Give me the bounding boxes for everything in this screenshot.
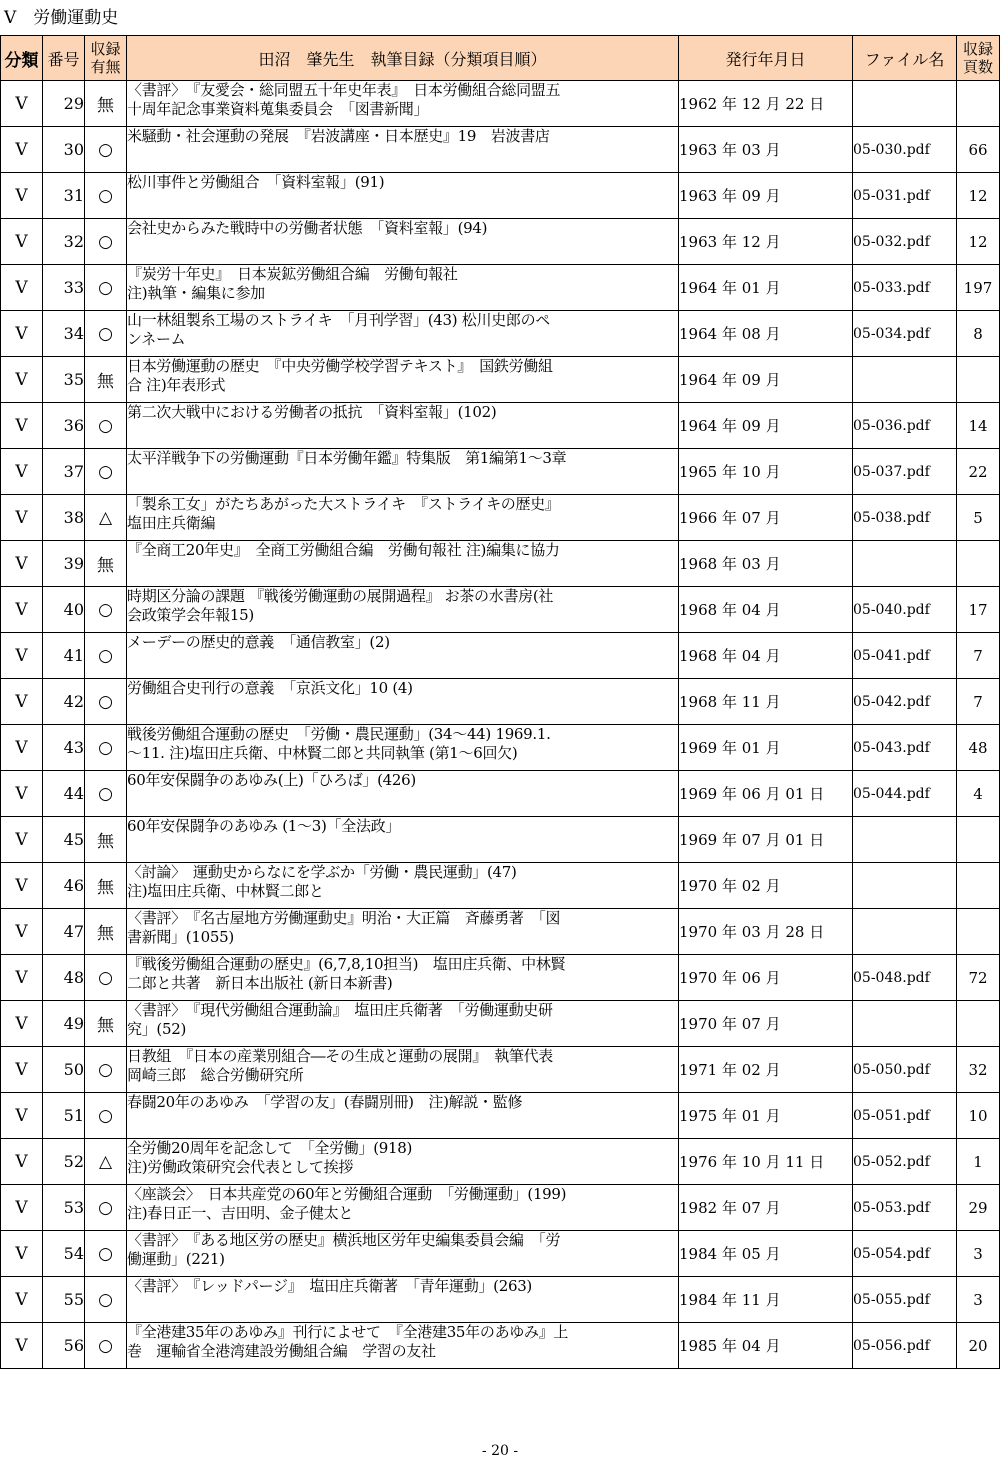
- cell-title: 〈書評〉 『友愛会・総同盟五十年史年表』 日本労働組合総同盟五 十周年記念事業資料蒐集委員会 「図書新聞」: [127, 81, 679, 127]
- cell-date: 1962 年 12 月 22 日: [679, 81, 853, 127]
- cell-pages: [957, 863, 1000, 909]
- cell-title: 松川事件と労働組合 「資料室報」(91): [127, 173, 679, 219]
- header-date: 発行年月日: [679, 36, 853, 81]
- cell-recorded: 無: [85, 863, 127, 909]
- cell-pages: 5: [957, 495, 1000, 541]
- cell-title: 戦後労働組合運動の歴史 「労働・農民運動」(34～44) 1969.1. ～11. 注)塩田庄兵衛、中林賢二郎と共同執筆 (第1～6回欠): [127, 725, 679, 771]
- cell-recorded: 無: [85, 1001, 127, 1047]
- cell-number: 46: [43, 863, 85, 909]
- cell-filename: 05-053.pdf: [853, 1185, 957, 1231]
- cell-filename: 05-037.pdf: [853, 449, 957, 495]
- cell-category: Ⅴ: [1, 265, 43, 311]
- cell-date: 1963 年 03 月: [679, 127, 853, 173]
- table-row: [1, 1001, 1000, 1047]
- table-row: [1, 817, 1000, 863]
- cell-number: 31: [43, 173, 85, 219]
- cell-category: Ⅴ: [1, 81, 43, 127]
- cell-number: 41: [43, 633, 85, 679]
- cell-date: 1964 年 08 月: [679, 311, 853, 357]
- cell-number: 35: [43, 357, 85, 403]
- cell-title: 『炭労十年史』 日本炭鉱労働組合編 労働旬報社 注)執筆・編集に参加: [127, 265, 679, 311]
- table-row: [1, 127, 1000, 173]
- table-row: [1, 1093, 1000, 1139]
- catalog-table: [0, 35, 1000, 1369]
- cell-title: 〈書評〉 『名古屋地方労働運動史』明治・大正篇 斉藤勇著 「図 書新聞」(1055): [127, 909, 679, 955]
- cell-title: 会社史からみた戦時中の労働者状態 「資料室報」(94): [127, 219, 679, 265]
- cell-title: 『全商工20年史』 全商工労働組合編 労働旬報社 注)編集に協力: [127, 541, 679, 587]
- cell-category: Ⅴ: [1, 1185, 43, 1231]
- cell-pages: 72: [957, 955, 1000, 1001]
- cell-date: 1968 年 03 月: [679, 541, 853, 587]
- cell-number: 32: [43, 219, 85, 265]
- cell-pages: 32: [957, 1047, 1000, 1093]
- cell-pages: [957, 1001, 1000, 1047]
- cell-title: 〈書評〉 『ある地区労の歴史』横浜地区労年史編集委員会編 「労 働運動」(221): [127, 1231, 679, 1277]
- cell-date: 1985 年 04 月: [679, 1323, 853, 1369]
- table-row: [1, 219, 1000, 265]
- cell-filename: 05-050.pdf: [853, 1047, 957, 1093]
- cell-pages: 29: [957, 1185, 1000, 1231]
- cell-number: 44: [43, 771, 85, 817]
- table-row: [1, 955, 1000, 1001]
- cell-recorded: ○: [85, 1323, 127, 1369]
- cell-date: 1969 年 06 月 01 日: [679, 771, 853, 817]
- cell-number: 56: [43, 1323, 85, 1369]
- cell-category: Ⅴ: [1, 219, 43, 265]
- cell-category: Ⅴ: [1, 725, 43, 771]
- cell-recorded: 無: [85, 909, 127, 955]
- cell-filename: 05-054.pdf: [853, 1231, 957, 1277]
- cell-recorded: △: [85, 1139, 127, 1185]
- cell-category: Ⅴ: [1, 449, 43, 495]
- header-row: [1, 36, 1000, 81]
- cell-date: 1970 年 06 月: [679, 955, 853, 1001]
- cell-title: 60年安保闘争のあゆみ(上)「ひろば」(426): [127, 771, 679, 817]
- cell-number: 55: [43, 1277, 85, 1323]
- cell-recorded: ○: [85, 771, 127, 817]
- cell-number: 52: [43, 1139, 85, 1185]
- cell-title: 太平洋戦争下の労働運動『日本労働年鑑』特集版 第1編第1～3章: [127, 449, 679, 495]
- table-row: [1, 449, 1000, 495]
- cell-number: 36: [43, 403, 85, 449]
- cell-filename: 05-043.pdf: [853, 725, 957, 771]
- table-row: [1, 1277, 1000, 1323]
- cell-filename: 05-033.pdf: [853, 265, 957, 311]
- cell-number: 50: [43, 1047, 85, 1093]
- cell-pages: [957, 541, 1000, 587]
- cell-title: 米騒動・社会運動の発展 『岩波講座・日本歴史』19 岩波書店: [127, 127, 679, 173]
- table-row: [1, 541, 1000, 587]
- header-pages: [957, 36, 1000, 81]
- cell-category: Ⅴ: [1, 173, 43, 219]
- cell-number: 49: [43, 1001, 85, 1047]
- cell-filename: 05-055.pdf: [853, 1277, 957, 1323]
- table-row: [1, 725, 1000, 771]
- cell-filename: 05-034.pdf: [853, 311, 957, 357]
- table-row: [1, 81, 1000, 127]
- cell-date: 1970 年 03 月 28 日: [679, 909, 853, 955]
- cell-pages: 20: [957, 1323, 1000, 1369]
- table-body: [1, 81, 1000, 1369]
- cell-recorded: 無: [85, 357, 127, 403]
- header-recorded-line2: 有無: [90, 58, 121, 76]
- cell-pages: [957, 81, 1000, 127]
- table-row: [1, 1139, 1000, 1185]
- cell-title: 『戦後労働組合運動の歴史』(6,7,8,10担当) 塩田庄兵衛、中林賢 二郎と共著 新日本出版社 (新日本新書): [127, 955, 679, 1001]
- cell-recorded: ○: [85, 1093, 127, 1139]
- cell-category: Ⅴ: [1, 909, 43, 955]
- cell-recorded: ○: [85, 1047, 127, 1093]
- cell-recorded: ○: [85, 1277, 127, 1323]
- cell-date: 1964 年 09 月: [679, 403, 853, 449]
- header-category: 分類: [1, 36, 43, 81]
- cell-pages: 197: [957, 265, 1000, 311]
- header-pages-line2: 頁数: [962, 58, 993, 76]
- cell-filename: 05-048.pdf: [853, 955, 957, 1001]
- cell-number: 39: [43, 541, 85, 587]
- cell-category: Ⅴ: [1, 587, 43, 633]
- cell-category: Ⅴ: [1, 1323, 43, 1369]
- cell-category: Ⅴ: [1, 403, 43, 449]
- cell-category: Ⅴ: [1, 771, 43, 817]
- cell-number: 54: [43, 1231, 85, 1277]
- cell-number: 53: [43, 1185, 85, 1231]
- cell-category: Ⅴ: [1, 541, 43, 587]
- cell-filename: [853, 817, 957, 863]
- cell-title: 『全港建35年のあゆみ』刊行によせて 『全港建35年のあゆみ』上 巻 運輸省全港湾建設労働組合編 学習の友社: [127, 1323, 679, 1369]
- cell-title: メーデーの歴史的意義 「通信教室」(2): [127, 633, 679, 679]
- cell-pages: 48: [957, 725, 1000, 771]
- header-filename: ファイル名: [853, 36, 957, 81]
- cell-pages: 8: [957, 311, 1000, 357]
- cell-pages: 14: [957, 403, 1000, 449]
- table-row: [1, 1231, 1000, 1277]
- cell-recorded: ○: [85, 311, 127, 357]
- cell-filename: 05-036.pdf: [853, 403, 957, 449]
- cell-title: 労働組合史刊行の意義 「京浜文化」10 (4): [127, 679, 679, 725]
- cell-recorded: 無: [85, 817, 127, 863]
- cell-filename: 05-042.pdf: [853, 679, 957, 725]
- cell-category: Ⅴ: [1, 679, 43, 725]
- cell-number: 43: [43, 725, 85, 771]
- cell-pages: 66: [957, 127, 1000, 173]
- cell-pages: 12: [957, 219, 1000, 265]
- cell-date: 1970 年 07 月: [679, 1001, 853, 1047]
- cell-pages: 7: [957, 679, 1000, 725]
- cell-recorded: ○: [85, 127, 127, 173]
- cell-pages: [957, 817, 1000, 863]
- cell-filename: 05-030.pdf: [853, 127, 957, 173]
- cell-filename: [853, 863, 957, 909]
- cell-filename: [853, 1001, 957, 1047]
- cell-filename: 05-041.pdf: [853, 633, 957, 679]
- header-number: 番号: [43, 36, 85, 81]
- cell-category: Ⅴ: [1, 1277, 43, 1323]
- cell-title: 日本労働運動の歴史 『中央労働学校学習テキスト』 国鉄労働組 合 注)年表形式: [127, 357, 679, 403]
- cell-pages: [957, 357, 1000, 403]
- cell-recorded: ○: [85, 1231, 127, 1277]
- cell-recorded: ○: [85, 679, 127, 725]
- cell-number: 29: [43, 81, 85, 127]
- table-row: [1, 1047, 1000, 1093]
- cell-category: Ⅴ: [1, 127, 43, 173]
- cell-pages: 4: [957, 771, 1000, 817]
- cell-date: 1984 年 05 月: [679, 1231, 853, 1277]
- header-pages-line1: 収録: [962, 40, 993, 58]
- cell-date: 1968 年 04 月: [679, 587, 853, 633]
- cell-filename: [853, 357, 957, 403]
- table-row: [1, 311, 1000, 357]
- cell-filename: 05-044.pdf: [853, 771, 957, 817]
- header-recorded-line1: 収録: [90, 40, 121, 58]
- cell-pages: 3: [957, 1277, 1000, 1323]
- cell-category: Ⅴ: [1, 863, 43, 909]
- cell-recorded: △: [85, 495, 127, 541]
- cell-filename: 05-031.pdf: [853, 173, 957, 219]
- cell-filename: 05-032.pdf: [853, 219, 957, 265]
- cell-recorded: ○: [85, 449, 127, 495]
- cell-pages: 22: [957, 449, 1000, 495]
- table-row: [1, 771, 1000, 817]
- cell-date: 1966 年 07 月: [679, 495, 853, 541]
- cell-pages: 7: [957, 633, 1000, 679]
- section-title: Ⅴ 労働運動史: [4, 8, 119, 28]
- cell-filename: 05-056.pdf: [853, 1323, 957, 1369]
- cell-recorded: ○: [85, 587, 127, 633]
- cell-category: Ⅴ: [1, 633, 43, 679]
- cell-number: 48: [43, 955, 85, 1001]
- cell-recorded: 無: [85, 541, 127, 587]
- cell-category: Ⅴ: [1, 955, 43, 1001]
- cell-filename: [853, 541, 957, 587]
- table-row: [1, 863, 1000, 909]
- cell-title: 第二次大戦中における労働者の抵抗 「資料室報」(102): [127, 403, 679, 449]
- cell-recorded: ○: [85, 1185, 127, 1231]
- cell-category: Ⅴ: [1, 1047, 43, 1093]
- cell-category: Ⅴ: [1, 1231, 43, 1277]
- cell-date: 1969 年 07 月 01 日: [679, 817, 853, 863]
- cell-recorded: ○: [85, 265, 127, 311]
- cell-filename: [853, 81, 957, 127]
- cell-recorded: 無: [85, 81, 127, 127]
- cell-date: 1969 年 01 月: [679, 725, 853, 771]
- cell-number: 51: [43, 1093, 85, 1139]
- table-row: [1, 495, 1000, 541]
- cell-pages: 17: [957, 587, 1000, 633]
- cell-category: Ⅴ: [1, 495, 43, 541]
- cell-title: 60年安保闘争のあゆみ (1～3)「全法政」: [127, 817, 679, 863]
- cell-category: Ⅴ: [1, 1093, 43, 1139]
- cell-filename: 05-052.pdf: [853, 1139, 957, 1185]
- cell-date: 1971 年 02 月: [679, 1047, 853, 1093]
- table-row: [1, 265, 1000, 311]
- cell-recorded: ○: [85, 725, 127, 771]
- cell-number: 45: [43, 817, 85, 863]
- cell-title: 山一林組製糸工場のストライキ 「月刊学習」(43) 松川史郎のペ ンネーム: [127, 311, 679, 357]
- cell-number: 33: [43, 265, 85, 311]
- table-row: [1, 357, 1000, 403]
- cell-title: 「製糸工女」がたちあがった大ストライキ 『ストライキの歴史』 塩田庄兵衛編: [127, 495, 679, 541]
- cell-number: 47: [43, 909, 85, 955]
- table-row: [1, 679, 1000, 725]
- cell-title: 〈書評〉 『現代労働組合運動論』 塩田庄兵衛著 「労働運動史研 究」(52): [127, 1001, 679, 1047]
- cell-title: 全労働20周年を記念して 「全労働」(918) 注)労働政策研究会代表として挨拶: [127, 1139, 679, 1185]
- cell-date: 1975 年 01 月: [679, 1093, 853, 1139]
- cell-number: 38: [43, 495, 85, 541]
- cell-title: 〈討論〉 運動史からなにを学ぶか「労働・農民運動」(47) 注)塩田庄兵衛、中林賢二郎と: [127, 863, 679, 909]
- cell-filename: 05-051.pdf: [853, 1093, 957, 1139]
- cell-date: 1982 年 07 月: [679, 1185, 853, 1231]
- cell-pages: 3: [957, 1231, 1000, 1277]
- cell-filename: 05-040.pdf: [853, 587, 957, 633]
- cell-category: Ⅴ: [1, 1001, 43, 1047]
- cell-category: Ⅴ: [1, 311, 43, 357]
- cell-title: 春闘20年のあゆみ 「学習の友」(春闘別冊) 注)解説・監修: [127, 1093, 679, 1139]
- cell-date: 1964 年 09 月: [679, 357, 853, 403]
- cell-pages: [957, 909, 1000, 955]
- table-row: [1, 587, 1000, 633]
- table-row: [1, 909, 1000, 955]
- table-row: [1, 633, 1000, 679]
- cell-category: Ⅴ: [1, 817, 43, 863]
- cell-date: 1963 年 12 月: [679, 219, 853, 265]
- cell-number: 42: [43, 679, 85, 725]
- cell-filename: 05-038.pdf: [853, 495, 957, 541]
- cell-number: 34: [43, 311, 85, 357]
- cell-category: Ⅴ: [1, 357, 43, 403]
- cell-number: 30: [43, 127, 85, 173]
- header-title: 田沼 肇先生 執筆目録（分類項目順）: [127, 36, 679, 81]
- cell-filename: [853, 909, 957, 955]
- cell-date: 1964 年 01 月: [679, 265, 853, 311]
- table-row: [1, 1323, 1000, 1369]
- cell-date: 1976 年 10 月 11 日: [679, 1139, 853, 1185]
- cell-number: 40: [43, 587, 85, 633]
- cell-date: 1965 年 10 月: [679, 449, 853, 495]
- page-number: - 20 -: [481, 1443, 519, 1459]
- cell-pages: 10: [957, 1093, 1000, 1139]
- cell-date: 1968 年 11 月: [679, 679, 853, 725]
- cell-title: 〈座談会〉 日本共産党の60年と労働組合運動 「労働運動」(199) 注)春日正一、吉田明、金子健太と: [127, 1185, 679, 1231]
- cell-pages: 12: [957, 173, 1000, 219]
- header-recorded: [85, 36, 127, 81]
- cell-date: 1984 年 11 月: [679, 1277, 853, 1323]
- table-row: [1, 1185, 1000, 1231]
- cell-recorded: ○: [85, 219, 127, 265]
- cell-recorded: ○: [85, 633, 127, 679]
- cell-recorded: ○: [85, 403, 127, 449]
- cell-date: 1963 年 09 月: [679, 173, 853, 219]
- cell-title: 時期区分論の課題 『戦後労働運動の展開過程』 お茶の水書房(社 会政策学会年報15): [127, 587, 679, 633]
- table-row: [1, 173, 1000, 219]
- cell-pages: 1: [957, 1139, 1000, 1185]
- cell-recorded: ○: [85, 955, 127, 1001]
- cell-date: 1970 年 02 月: [679, 863, 853, 909]
- cell-date: 1968 年 04 月: [679, 633, 853, 679]
- cell-recorded: ○: [85, 173, 127, 219]
- table-row: [1, 403, 1000, 449]
- cell-category: Ⅴ: [1, 1139, 43, 1185]
- cell-title: 〈書評〉 『レッドパージ』 塩田庄兵衛著 「青年運動」(263): [127, 1277, 679, 1323]
- cell-title: 日教組 『日本の産業別組合―その生成と運動の展開』 執筆代表 岡崎三郎 総合労働研究所: [127, 1047, 679, 1093]
- cell-number: 37: [43, 449, 85, 495]
